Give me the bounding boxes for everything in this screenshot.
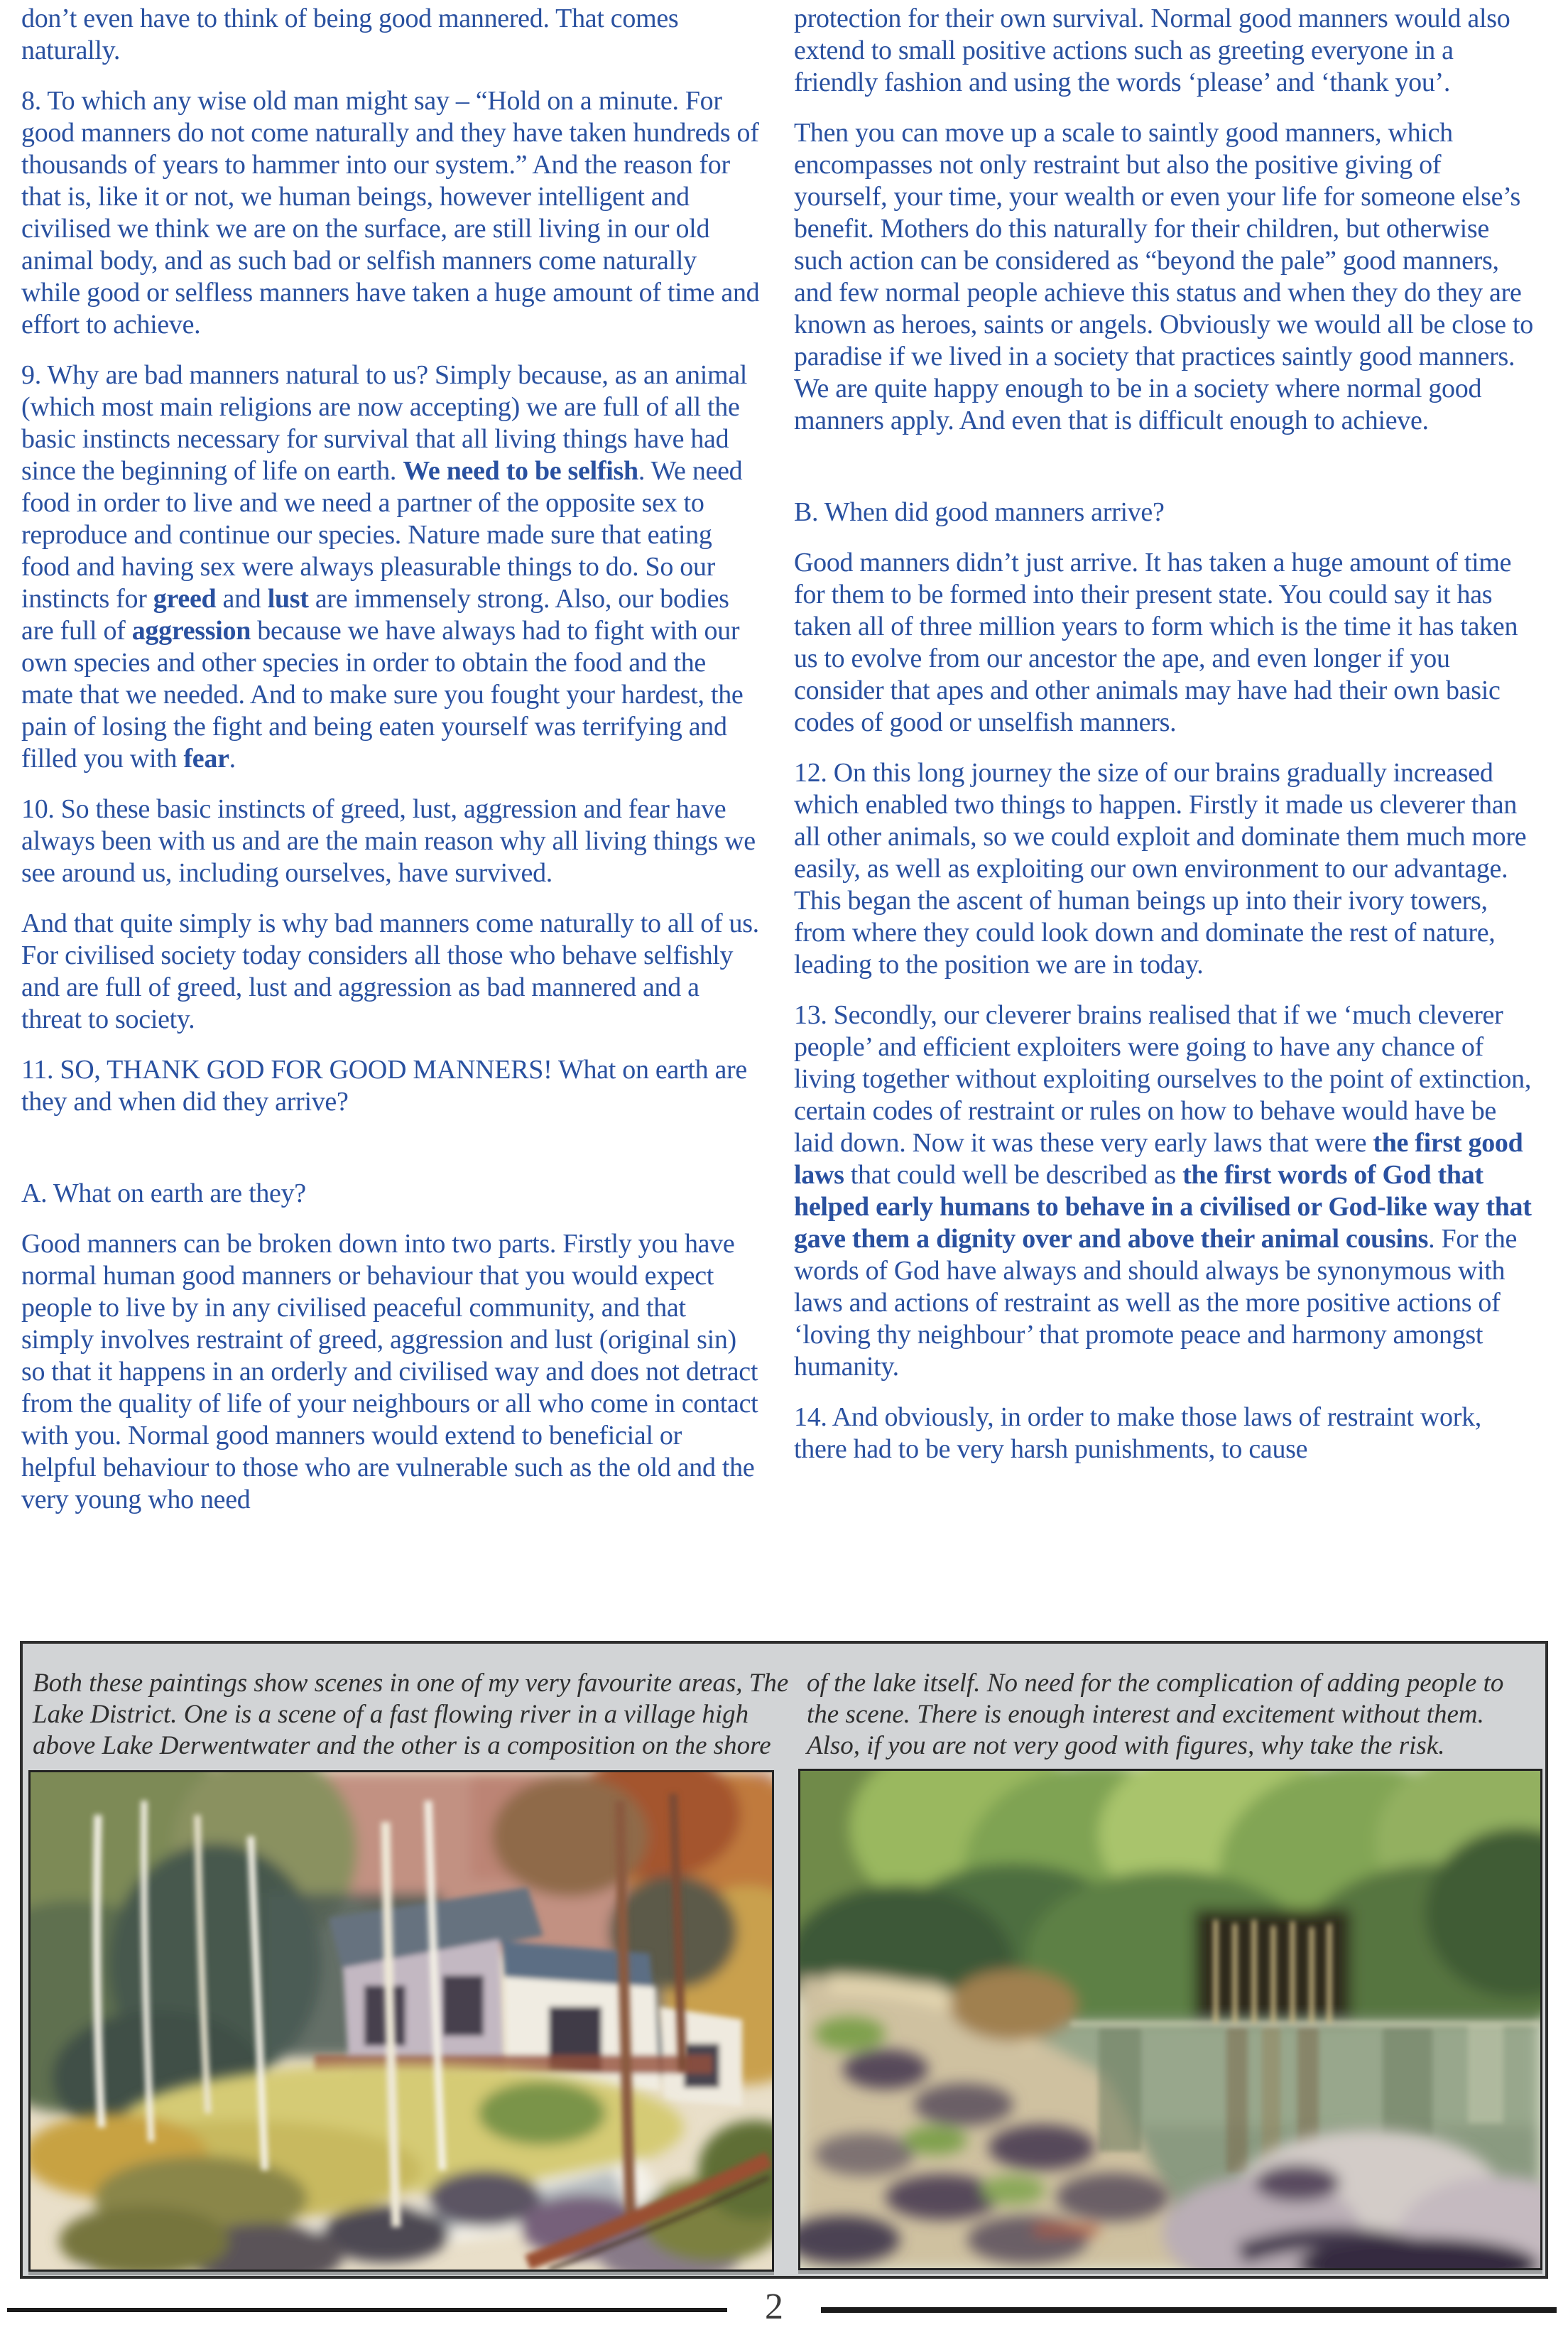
paragraph: 11. SO, THANK GOD FOR GOOD MANNERS! What on earth are they and when did they arrive?	[21, 1055, 747, 1117]
page-number: 2	[765, 2287, 783, 2327]
paragraph: Good manners can be broken down into two parts. Firstly you have normal human good manners or behaviour that you would expect people to live by in any civilised peaceful community, and that simply involves restraint of greed, aggression and lust (original sin) so that it happens in an orderly and civilised way and does not detract from the quality of life of your neighbours or all who come in contact with you. Normal good manners would extend to beneficial or helpful behaviour to those who are vulnerable such as the old and the very young who need	[21, 1229, 758, 1514]
paragraph: 8. To which any wise old man might say – “Hold on a minute. For good manners do not come naturally and they have taken hundreds of thousands of years to hammer into our system.” And the reason for that is, like it or not, we human beings, however intelligent and civilised we think we are on the surface, are still living in our old animal body, and as such bad or selfish manners come naturally while good or selfless manners have taken a huge amount of time and effort to achieve.	[21, 86, 760, 340]
article-right-column	[794, 3, 1537, 1484]
caption-left: Both these paintings show scenes in one of my very favourite areas, The Lake District. One is a scene of a fast flowing river in a village high above Lake Derwentwater and the other is a composition on the shore	[33, 1669, 789, 1760]
watercolor-lakeshore-painting	[798, 1769, 1542, 2270]
footer-rule-right	[821, 2307, 1557, 2313]
paragraph: And that quite simply is why bad manners come naturally to all of us. For civilised society today considers all those who behave selfishly and are full of greed, lust and aggression as bad mannered and a threat to society.	[21, 909, 759, 1034]
article-left-column	[21, 3, 761, 1534]
paragraph: don’t even have to think of being good mannered. That comes naturally.	[21, 4, 679, 65]
paragraph: 9. Why are bad manners natural to us? Simply because, as an animal (which most main religions are now accepting) we are full of all the basic instincts necessary for survival that all living things have had since the beginning of life on earth. We need to be selfish. We need food in order to live and we need a partner of the opposite sex to reproduce and continue our species. Nature made sure that eating food and having sex were always pleasurable things to do. So our instincts for greed and lust are immensely strong. Also, our bodies are full of aggression because we have always had to fight with our own species and other species in order to obtain the food and the mate that we needed. And to make sure you fought your hardest, the pain of losing the fight and being eaten yourself was terrifying and filled you with fear.	[21, 360, 748, 774]
paragraph: 14. And obviously, in order to make those laws of restraint work, there had to be very harsh punishments, to cause	[794, 1402, 1481, 1464]
watercolor-lakeshore-art	[800, 1771, 1540, 2268]
paragraph: 10. So these basic instincts of greed, lust, aggression and fear have always been with us and are the main reason why all living things we see around us, including ourselves, have survived.	[21, 794, 756, 888]
paragraph: Then you can move up a scale to saintly good manners, which encompasses not only restraint but also the positive giving of yourself, your time, your wealth or even your life for someone else’s benefit. Mothers do this naturally for their children, but otherwise such action can be considered as “beyond the pale” good manners, and few normal people achieve this status and when they do they are known as heroes, saints or angels. Obviously we would all be close to paradise if we lived in a society that practices saintly good manners. We are quite happy enough to be in a society where normal good manners apply. And even that is difficult enough to achieve.	[794, 118, 1533, 435]
section-heading: A. What on earth are they?	[21, 1178, 306, 1208]
paragraph: 12. On this long journey the size of our brains gradually increased which enabled two things to happen. Firstly it made us cleverer than all other animals, so we could exploit and dominate them much more easily, as well as exploiting our own environment to our advantage. This began the ascent of human beings up into their ivory towers, from where they could look down and dominate the rest of nature, leading to the position we are in today.	[794, 758, 1527, 980]
section-heading: B. When did good manners arrive?	[794, 497, 1165, 527]
paragraph: Good manners didn’t just arrive. It has taken a huge amount of time for them to be formed into their present state. You could say it has taken all of three million years to form which is the time it has taken us to evolve from our ancestor the ape, and even longer if you consider that apes and other animals may have had their own basic codes of good or unselfish manners.	[794, 548, 1518, 737]
footer-rule-left	[7, 2308, 727, 2312]
watercolor-river-painting	[28, 1770, 774, 2272]
caption-right: of the lake itself. No need for the complication of adding people to the scene. There is enough interest and excitement without them. Also, if you are not very good with figures, why take the risk.	[807, 1669, 1504, 1760]
paragraph: protection for their own survival. Normal good manners would also extend to small positive actions such as greeting everyone in a friendly fashion and using the words ‘please’ and ‘thank you’.	[794, 4, 1510, 97]
watercolor-river-art	[31, 1772, 772, 2270]
paragraph: 13. Secondly, our cleverer brains realised that if we ‘much cleverer people’ and efficient exploiters were going to have any chance of living together without exploiting ourselves to the point of extinction, certain codes of restraint or rules on how to behave would have be laid down. Now it was these very early laws that were the first good laws that could well be described as the first words of God that helped early humans to behave in a civilised or God-like way that gave them a dignity over and above their animal cousins. For the words of God have always and should always be synonymous with laws and actions of restraint as well as the more positive actions of ‘loving thy neighbour’ that promote peace and harmony amongst humanity.	[794, 1000, 1532, 1382]
caption-panel	[20, 1641, 1548, 2279]
